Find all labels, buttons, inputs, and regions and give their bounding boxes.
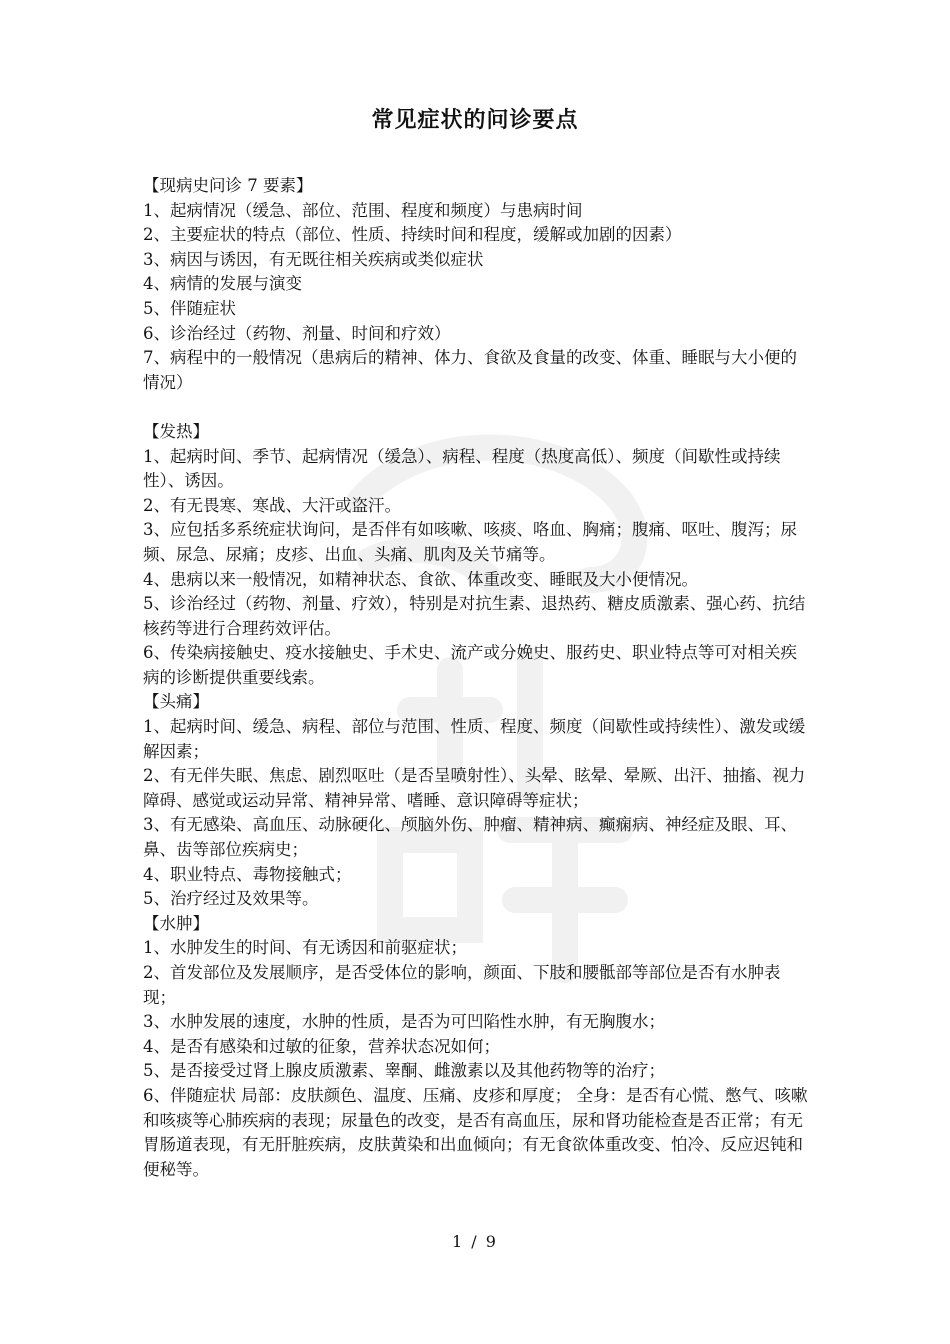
list-item: 5、是否接受过肾上腺皮质激素、睾酮、雌激素以及其他药物等的治疗； (143, 1061, 665, 1081)
section-heading: 【头痛】 (143, 692, 209, 712)
section-heading: 【现病史问诊 7 要素】 (143, 176, 313, 195)
edema-section (143, 912, 811, 1183)
list-item: 4、患病以来一般情况，如精神状态、食欲、体重改变、睡眠及大小便情况。 (143, 569, 698, 589)
list-item: 3、水肿发展的速度，水肿的性质，是否为可凹陷性水肿，有无胸腹水； (143, 1012, 665, 1032)
list-item: 5、治疗经过及效果等。 (143, 889, 319, 909)
list-item: 1、水肿发生的时间、有无诱因和前驱症状； (143, 938, 467, 958)
page-title: 常见症状的问诊要点 (371, 107, 579, 133)
document-body (143, 174, 811, 1182)
list-item: 5、诊治经过（药物、剂量、疗效），特别是对抗生素、退热药、糖皮质激素、强心药、抗结核药等进行合理药效评估。 (143, 594, 806, 638)
section-heading: 【水肿】 (143, 913, 209, 933)
list-item: 2、有无伴失眠、焦虑、剧烈呕吐（是否呈喷射性）、头晕、眩晕、晕厥、出汗、抽搐、视力障碍、感觉或运动异常、精神异常、嗜睡、意识障碍等症状； (143, 766, 806, 810)
list-item: 4、病情的发展与演变 (143, 274, 302, 294)
history-section (143, 174, 811, 395)
list-item: 7、病程中的一般情况（患病后的精神、体力、食欲及食量的改变、体重、睡眠与大小便的情况） (143, 348, 797, 392)
list-item: 2、主要症状的特点（部位、性质、持续时间和程度，缓解或加剧的因素） (143, 225, 682, 245)
list-item: 2、首发部位及发展顺序，是否受体位的影响，颜面、下肢和腰骶部等部位是否有水肿表现； (143, 963, 781, 1007)
list-item: 1、起病时间、季节、起病情况（缓急）、病程、程度（热度高低）、频度（间歇性或持续性）、诱因。 (143, 446, 781, 491)
list-item: 3、应包括多系统症状询问，是否伴有如咳嗽、咳痰、咯血、胸痛；腹痛、呕吐、腹泻；尿频、尿急、尿痛；皮疹、出血、头痛、肌肉及关节痛等。 (143, 520, 797, 564)
list-item: 1、起病情况（缓急、部位、范围、程度和频度）与患病时间 (143, 200, 583, 220)
headache-section (143, 690, 811, 911)
list-item: 6、诊治经过（药物、剂量、时间和疗效） (143, 323, 451, 343)
list-item: 2、有无畏寒、寒战、大汗或盗汗。 (143, 495, 401, 515)
list-item: 3、有无感染、高血压、动脉硬化、颅脑外伤、肿瘤、精神病、癫痫病、神经症及眼、耳、鼻、齿等部位疾病史； (143, 815, 797, 860)
list-item: 5、伴随症状 (143, 298, 236, 318)
list-item: 4、是否有感染和过敏的征象，营养状态况如何； (143, 1036, 500, 1056)
list-item: 3、病因与诱因，有无既往相关疾病或类似症状 (143, 249, 484, 269)
fever-section (143, 420, 811, 691)
section-heading: 【发热】 (143, 421, 209, 441)
list-item: 4、职业特点、毒物接触式； (143, 864, 352, 884)
blank-line (143, 395, 811, 420)
list-item: 6、伴随症状 局部：皮肤颜色、温度、压痛、皮疹和厚度； 全身：是否有心慌、憋气、咳嗽和咳痰等心肺疾病的表现；尿量色的改变，是否有高血压，尿和肾功能检查是否正常；有无胃肠道表现，有无肝脏疾病，皮肤黄染和出血倾向；有无食欲体重改变、怕冷、反应迟钝和便秘等。 (143, 1085, 808, 1179)
page-number: 1 / 9 (452, 1232, 498, 1251)
list-item: 1、起病时间、缓急、病程、部位与范围、性质、程度、频度（间歇性或持续性）、激发或缓解因素； (143, 717, 806, 761)
list-item: 6、传染病接触史、疫水接触史、手术史、流产或分娩史、服药史、职业特点等可对相关疾病的诊断提供重要线索。 (143, 643, 797, 687)
